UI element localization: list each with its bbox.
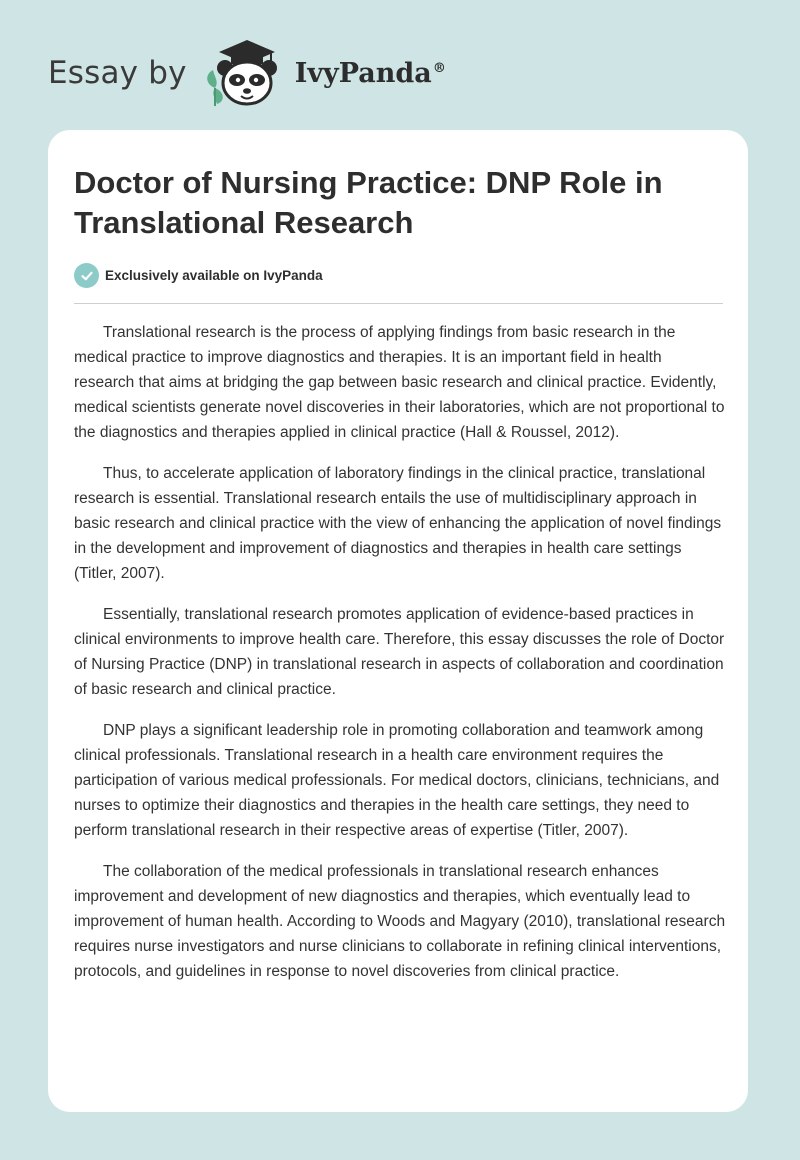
paragraph: Thus, to accelerate application of laboratory findings in the clinical practice, translational research is essential. Translational research entails the use of multidisciplinary approach in basic research and clinical practice with the view of enhancing the application of novel findings in the development and improvement of diagnostics and therapies in health care settings (Titler, 2007).	[74, 465, 722, 582]
ivypanda-logo-icon[interactable]	[201, 38, 293, 108]
check-icon	[74, 263, 99, 288]
divider	[74, 303, 723, 304]
exclusive-badge	[74, 263, 323, 288]
registered-mark: ®	[432, 60, 446, 76]
exclusive-label: Exclusively available on IvyPanda	[105, 268, 323, 283]
paragraph: Translational research is the process of applying findings from basic research in the medical practice to improve diagnostics and therapies. It is an important field in health research that aims at bridging the gap between basic research and clinical practice. Evidently, medical scientists generate novel discoveries in their laboratories, which are not proportional to the diagnostics and therapies applied in clinical practice (Hall & Roussel, 2012).	[74, 324, 725, 441]
essay-title: Doctor of Nursing Practice: DNP Role in Translational Research	[74, 165, 663, 240]
brand-header	[48, 38, 446, 108]
paragraph: The collaboration of the medical professionals in translational research enhances improvement and development of new diagnostics and therapies, which eventually lead to improvement of human health. According to Woods and Magyary (2010), translational research requires nurse investigators and nurse clinicians to collaborate in refining clinical interventions, protocols, and guidelines in response to novel discoveries from clinical practice.	[74, 863, 726, 980]
paragraph: Essentially, translational research promotes application of evidence-based practices in clinical environments to improve health care. Therefore, this essay discusses the role of Doctor of Nursing Practice (DNP) in translational research in aspects of collaboration and coordination of basic research and clinical practice.	[74, 606, 725, 698]
essay-by-label: Essay by	[48, 55, 187, 91]
brand-name[interactable]: IvyPanda®	[294, 57, 446, 89]
essay-card	[48, 130, 748, 1112]
essay-body	[74, 320, 726, 1000]
paragraph: DNP plays a significant leadership role in promoting collaboration and teamwork among clinical professionals. Translational research in a health care environment requires the participation of various medical professionals. For medical doctors, clinicians, technicians, and nurses to optimize their diagnostics and therapies in the health care settings, they need to perform translational research in their respective areas of expertise (Titler, 2007).	[74, 722, 720, 839]
